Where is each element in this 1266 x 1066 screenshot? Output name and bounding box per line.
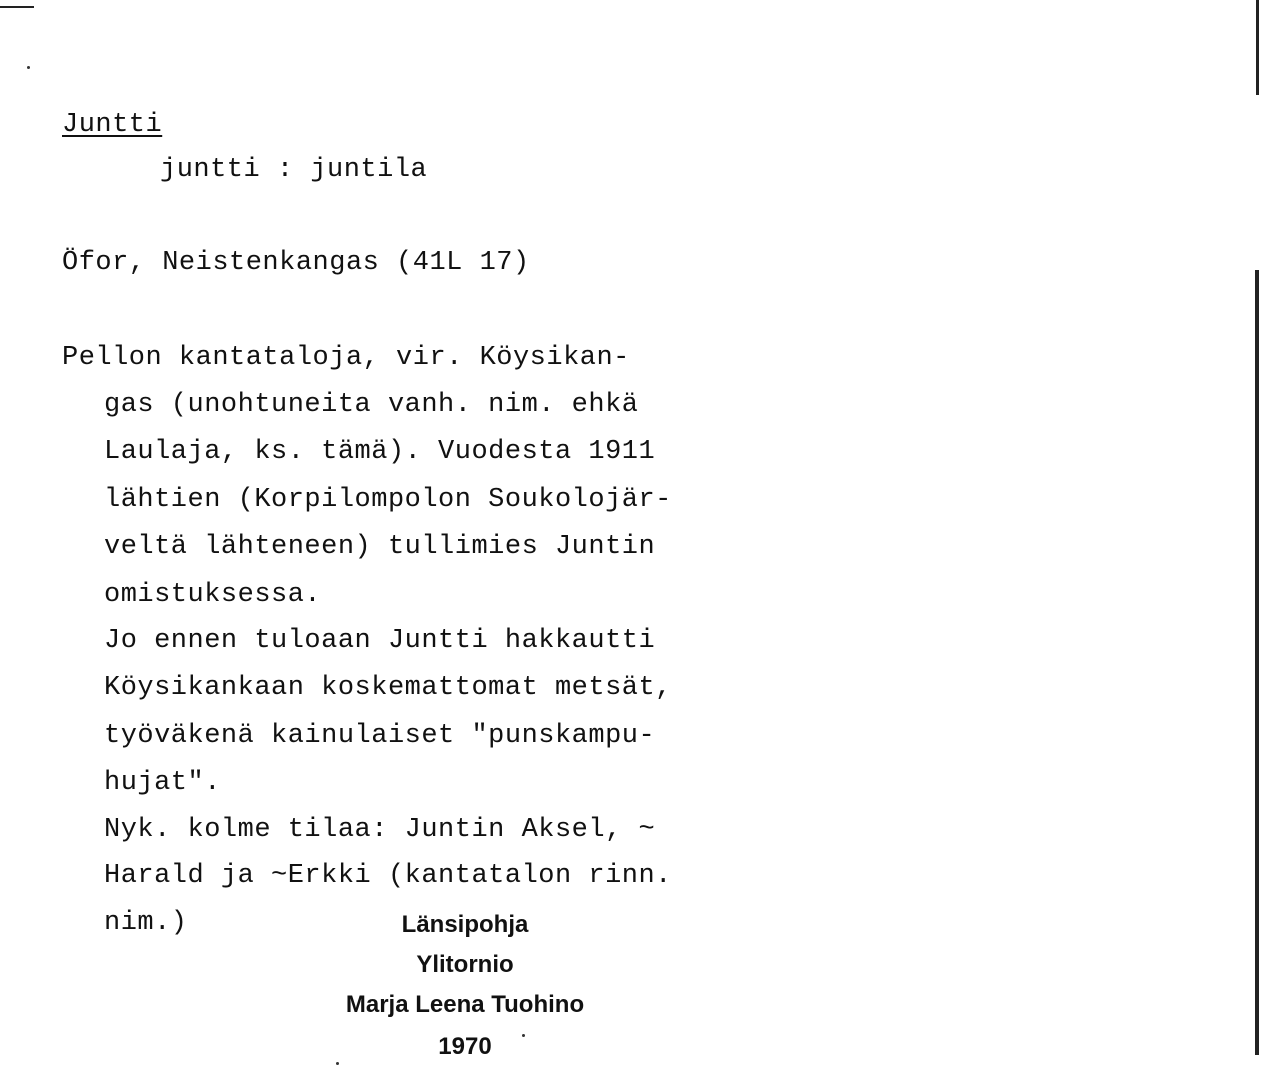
scan-mark xyxy=(0,6,34,8)
body-line: hujat". xyxy=(104,768,221,798)
stamp-parish: Ylitornio xyxy=(416,951,514,978)
stamp-year: 1970 xyxy=(438,1033,492,1060)
body-line: omistuksessa. xyxy=(104,580,322,610)
scan-speck xyxy=(27,66,30,69)
scan-speck xyxy=(336,1062,339,1065)
body-line: Jo ennen tuloaan Juntti hakkautti xyxy=(104,626,656,656)
body-line: Nyk. kolme tilaa: Juntin Aksel, ~ xyxy=(104,815,656,845)
entry-heading: Juntti xyxy=(62,110,163,140)
body-line: Harald ja ~Erkki (kantatalon rinn. xyxy=(104,861,672,891)
name-variants: juntti : juntila xyxy=(160,155,428,185)
stamp-region: Länsipohja xyxy=(401,911,529,938)
body-line: Pellon kantataloja, vir. Köysikan- xyxy=(62,343,630,373)
body-line: nim.) xyxy=(104,908,188,938)
card-edge xyxy=(1255,270,1259,1055)
body-line: Köysikankaan koskemattomat metsät, xyxy=(104,673,672,703)
body-line: lähtien (Korpilompolon Soukolojär- xyxy=(104,485,672,515)
location-line: Öfor, Neistenkangas (41L 17) xyxy=(62,248,530,278)
body-line: gas (unohtuneita vanh. nim. ehkä xyxy=(104,390,639,420)
body-line: Laulaja, ks. tämä). Vuodesta 1911 xyxy=(104,437,656,467)
body-line: veltä lähteneen) tullimies Juntin xyxy=(104,532,656,562)
card-edge xyxy=(1256,0,1259,95)
stamp-collector: Marja Leena Tuohino xyxy=(345,991,585,1018)
body-line: työväkenä kainulaiset "punskampu- xyxy=(104,721,656,751)
